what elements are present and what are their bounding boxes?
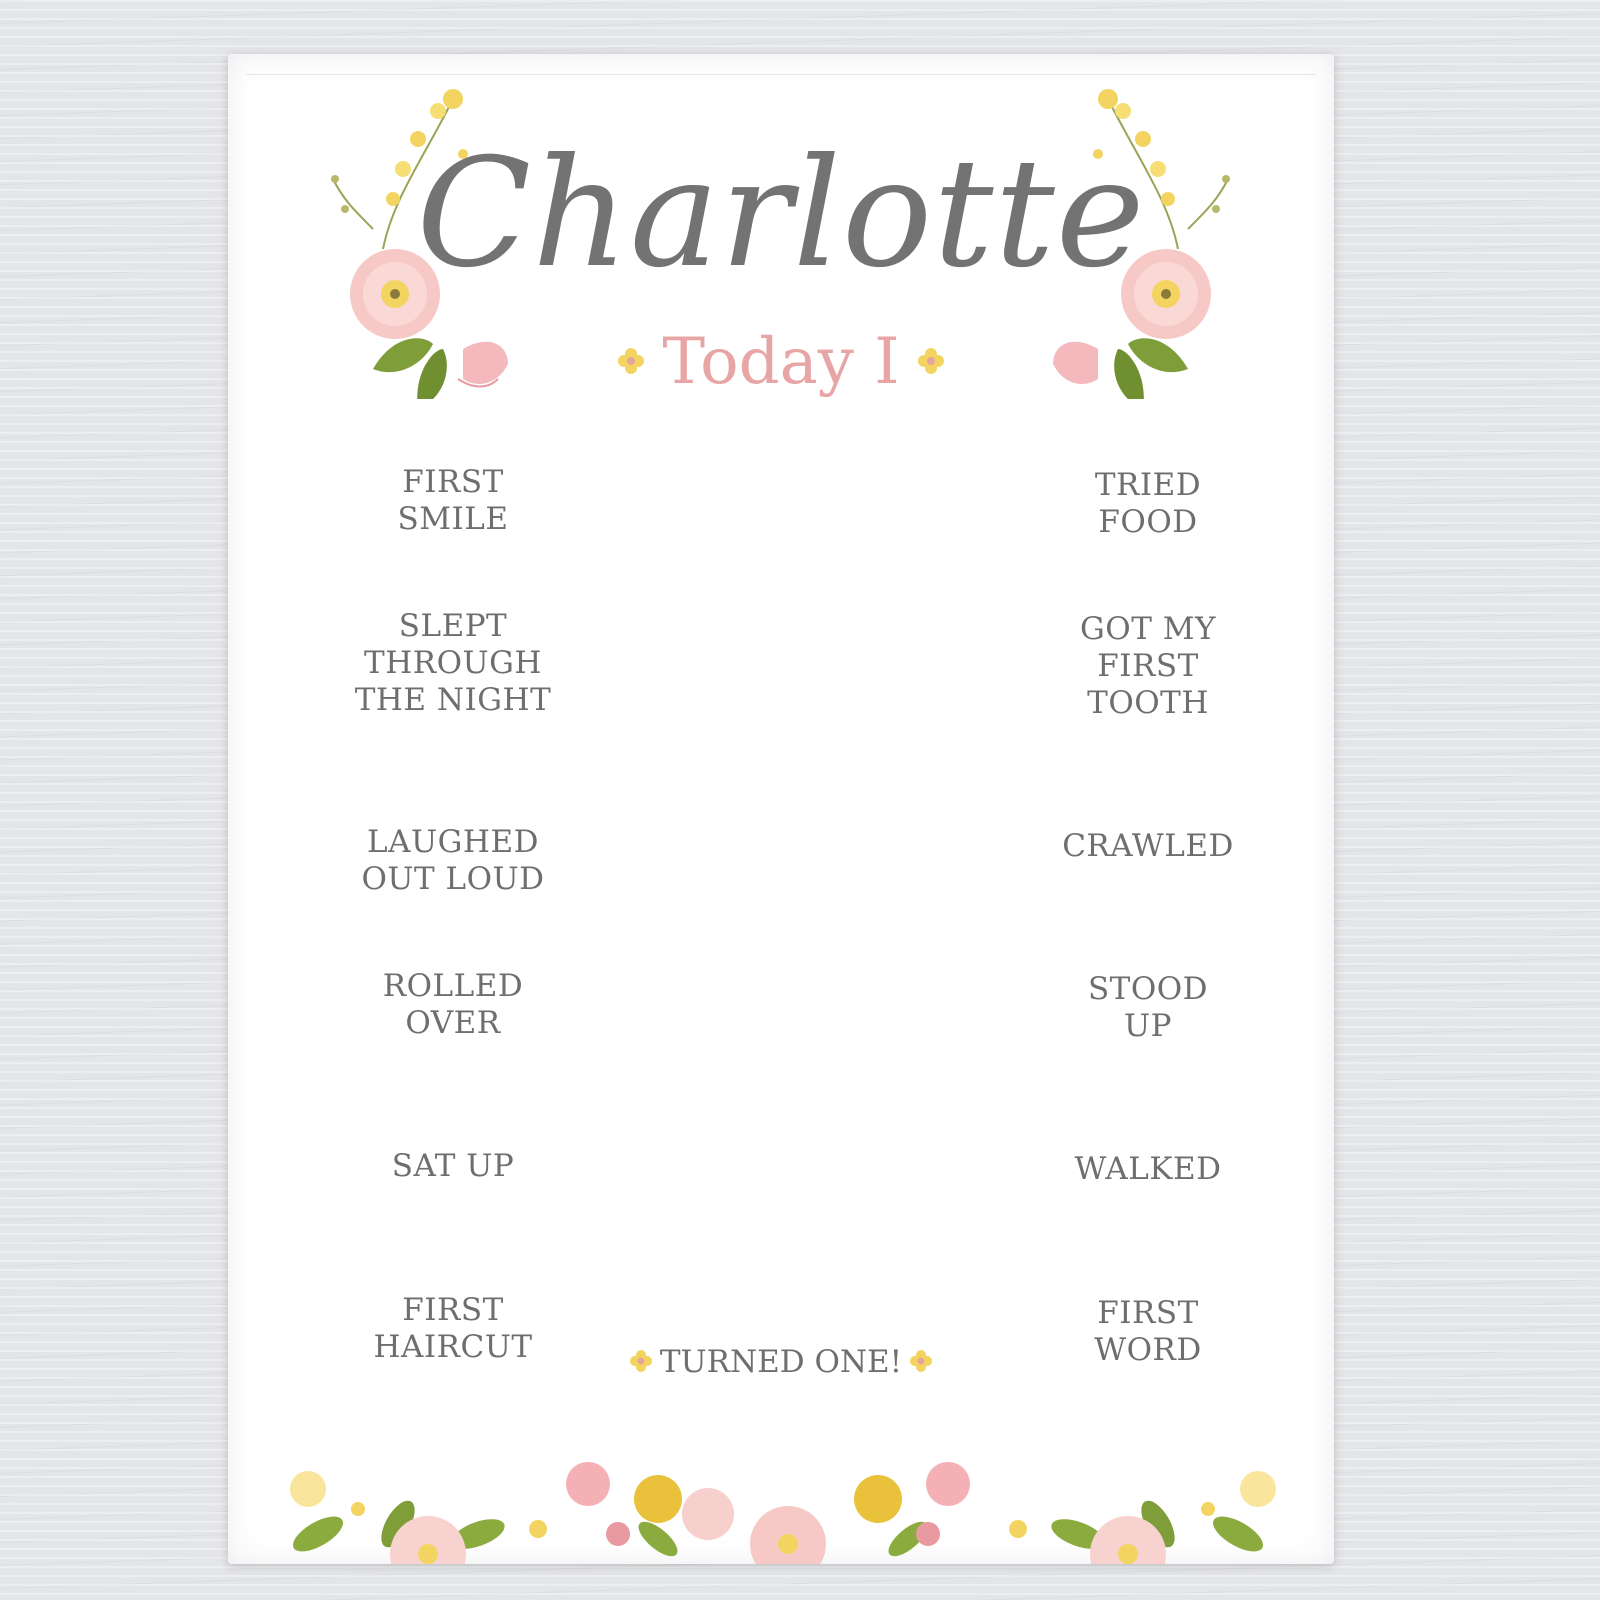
subtitle-text: Today I	[662, 325, 900, 399]
blanket-hem	[246, 60, 1316, 75]
milestone-left-3: LAUGHED OUT LOUD	[361, 824, 545, 897]
small-star-flower-icon	[630, 1350, 652, 1372]
small-star-flower-icon	[910, 1350, 932, 1372]
milestone-left-2: SLEPT THROUGH THE NIGHT	[354, 608, 552, 718]
pink-flower-icon	[390, 1462, 1166, 1564]
milestone-right-1: TRIED FOOD	[1094, 467, 1202, 540]
subtitle-row	[228, 322, 1334, 402]
milestone-blanket	[228, 54, 1334, 1564]
final-milestone-text: TURNED ONE!	[659, 1344, 903, 1380]
milestone-right-3: CRAWLED	[1062, 828, 1234, 864]
floral-border-bottom	[228, 1414, 1334, 1564]
milestone-left-5: SAT UP	[391, 1148, 515, 1184]
small-star-flower-icon	[618, 348, 644, 374]
milestone-right-6: FIRST WORD	[1094, 1295, 1202, 1368]
milestone-right-2: GOT MY FIRST TOOTH	[1080, 611, 1216, 721]
baby-name-title: Charlotte	[416, 127, 1146, 301]
milestone-right-5: WALKED	[1074, 1151, 1222, 1187]
final-milestone-row	[228, 1342, 1334, 1382]
milestone-left-4: ROLLED OVER	[382, 968, 524, 1041]
milestone-left-1: FIRST SMILE	[397, 464, 509, 537]
small-star-flower-icon	[918, 348, 944, 374]
milestone-left-6: FIRST HAIRCUT	[373, 1292, 533, 1365]
milestone-right-4: STOOD UP	[1087, 971, 1209, 1044]
